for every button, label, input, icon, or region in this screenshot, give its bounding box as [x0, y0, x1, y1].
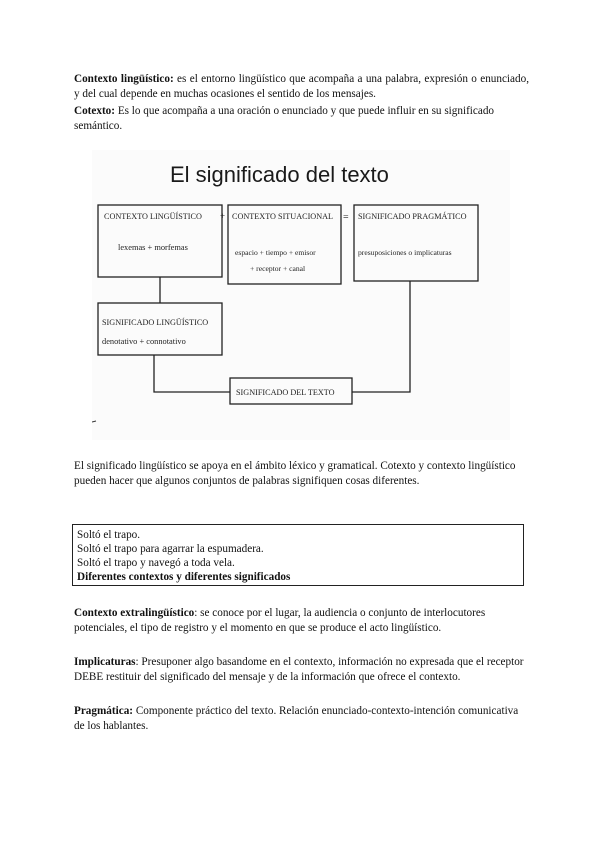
examples-box: [72, 524, 524, 586]
box-contexto-situacional-title: CONTEXTO SITUACIONAL: [232, 212, 334, 221]
box-significado-texto-title: SIGNIFICADO DEL TEXTO: [236, 388, 335, 397]
box-contexto-linguistico-body: lexemas + morfemas: [118, 243, 188, 252]
def-pragmatica: Componente práctico del texto. Relación enunciado-contexto-intención comunicativa de los hablantes.: [74, 705, 519, 732]
box-contexto-linguistico-title: CONTEXTO LINGÜÍSTICO: [104, 212, 202, 221]
box-significado-pragmatico-title: SIGNIFICADO PRAGMÁTICO: [358, 212, 467, 221]
example-line: Soltó el trapo.: [77, 529, 141, 541]
def-cotexto: Es lo que acompaña a una oración o enunciado y que puede influir en su significado semántico.: [74, 105, 495, 132]
term-contexto-extralinguistico: Contexto extralingüístico: [74, 607, 195, 619]
box-contexto-situacional-line1: espacio + tiempo + emisor: [235, 248, 316, 257]
term-implicaturas: Implicaturas: [74, 656, 136, 668]
box-significado-pragmatico-body: presuposiciones o implicaturas: [358, 248, 452, 257]
definition-pragmatica: [74, 704, 529, 733]
box-significado-linguistico-title: SIGNIFICADO LINGÜÍSTICO: [102, 318, 209, 327]
example-line: Soltó el trapo y navegó a toda vela.: [77, 556, 235, 569]
term-contexto-linguistico: Contexto lingüístico:: [74, 73, 174, 85]
box-contexto-situacional-line2: + receptor + canal: [250, 264, 306, 273]
plus-sign: +: [220, 211, 226, 221]
def-contexto-linguistico: es el entorno lingüístico que acompaña a una palabra, expresión o enunciado, y del cual depende en muchas ocasiones el sentido de los mensajes.: [74, 73, 529, 100]
definition-contexto-linguistico: [74, 72, 529, 101]
def-implicaturas: : Presuponer algo basandome en el contexto, información no expresada que el receptor DEBE restituir del significado del mensaje y de la información que ofrece el contexto.: [74, 656, 524, 683]
def-contexto-extralinguistico: : se conoce por el lugar, la audiencia o conjunto de interlocutores potenciales, el tipo de registro y el momento en que se produce el acto lingüístico.: [74, 607, 486, 634]
examples-conclusion-text: Diferentes contextos y diferentes significados: [77, 570, 291, 583]
diagram-significado-texto: [92, 150, 510, 440]
examples-conclusion: [77, 571, 518, 585]
definition-implicaturas: [74, 655, 529, 684]
term-cotexto: Cotexto:: [74, 105, 116, 117]
box-significado-linguistico-body: denotativo + connotativo: [102, 337, 186, 346]
term-pragmatica: Pragmática:: [74, 705, 134, 717]
diagram-title: El significado del texto: [170, 162, 389, 187]
definition-contexto-extralinguistico: [74, 606, 529, 635]
equals-sign: =: [343, 212, 349, 223]
middle-paragraph: El significado lingüístico se apoya en el ámbito léxico y gramatical. Cotexto y contexto lingüístico pueden hacer que algunos conjuntos de palabras signifiquen cosas diferentes.: [74, 460, 516, 487]
definition-cotexto: [74, 104, 529, 133]
example-line: Soltó el trapo para agarrar la espumadera.: [77, 542, 264, 555]
